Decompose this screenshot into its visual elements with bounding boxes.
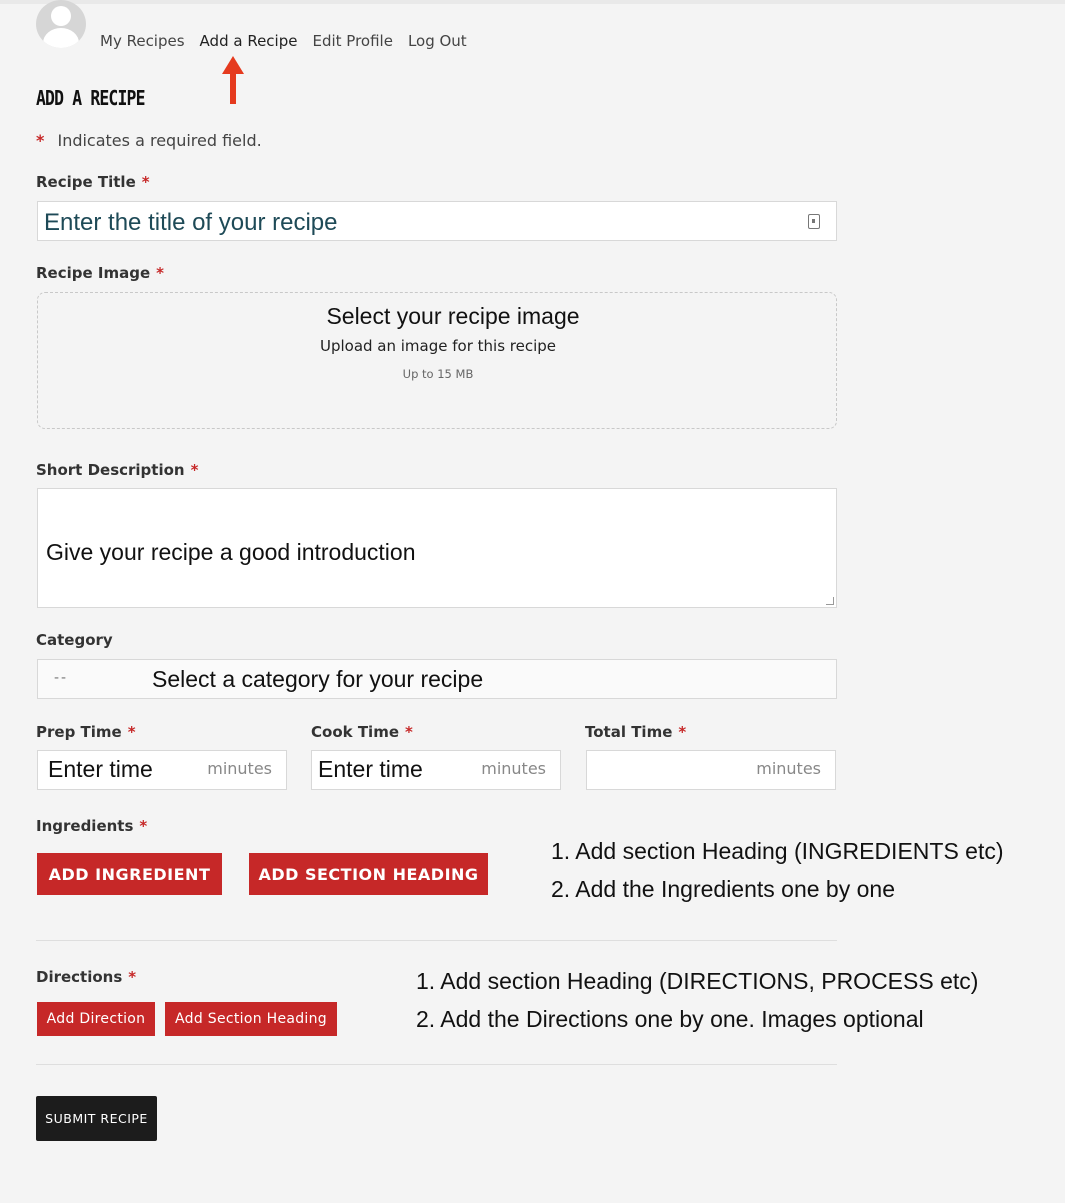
category-hint: Select a category for your recipe	[152, 666, 484, 692]
add-direction-button[interactable]: Add Direction	[37, 1002, 155, 1036]
nav-my-recipes[interactable]: My Recipes	[100, 32, 185, 50]
required-note-text: Indicates a required field.	[57, 131, 262, 150]
avatar-body-shape	[43, 28, 79, 48]
avatar-head-shape	[51, 6, 71, 26]
prep-time-unit: minutes	[207, 759, 272, 778]
required-note	[36, 131, 262, 150]
total-time-unit: minutes	[756, 759, 821, 778]
dropzone-size-limit: Up to 15 MB	[402, 367, 474, 381]
category-select[interactable]	[37, 659, 837, 699]
prep-time-placeholder: Enter time	[48, 756, 153, 782]
cook-time-placeholder: Enter time	[318, 756, 423, 782]
category-label: Category	[36, 631, 113, 649]
short-description-textarea[interactable]	[37, 488, 837, 608]
directions-label-text: Directions	[36, 968, 123, 986]
profile-nav	[100, 32, 467, 50]
ingredients-label-text: Ingredients	[36, 817, 134, 835]
recipe-title-placeholder: Enter the title of your recipe	[44, 209, 338, 236]
required-marker: *	[678, 723, 687, 741]
image-dropzone[interactable]	[37, 292, 837, 429]
required-marker: *	[405, 723, 413, 741]
recipe-image-label-text: Recipe Image	[36, 264, 151, 282]
cook-time-label	[311, 723, 413, 741]
required-marker: *	[127, 723, 136, 741]
short-description-label-text: Short Description	[36, 461, 185, 479]
recipe-title-label	[36, 173, 150, 191]
category-selected-value: --	[54, 670, 69, 686]
required-marker: *	[156, 264, 164, 282]
cook-time-input[interactable]	[311, 750, 561, 790]
recipe-title-label-text: Recipe Title	[36, 173, 136, 191]
nav-log-out[interactable]: Log Out	[407, 32, 467, 50]
required-marker: *	[190, 461, 199, 479]
add-ingredient-button[interactable]: ADD INGREDIENT	[37, 853, 222, 895]
divider	[36, 1064, 837, 1065]
page-title: ADD A RECIPE	[36, 86, 145, 110]
directions-label	[36, 968, 136, 986]
dropzone-heading: Select your recipe image	[326, 303, 580, 329]
ingredients-note-2: 2. Add the Ingredients one by one	[551, 876, 895, 902]
prep-time-label-text: Prep Time	[36, 723, 122, 741]
prep-time-label	[36, 723, 136, 741]
required-marker: *	[36, 131, 45, 150]
total-time-input[interactable]	[586, 750, 836, 790]
divider	[36, 940, 837, 941]
short-description-label	[36, 461, 198, 479]
cook-time-label-text: Cook Time	[311, 723, 399, 741]
prep-time-input[interactable]	[37, 750, 287, 790]
short-description-placeholder: Give your recipe a good introduction	[46, 539, 416, 565]
directions-note-2: 2. Add the Directions one by one. Images optional	[416, 1006, 924, 1032]
cook-time-unit: minutes	[481, 759, 546, 778]
ingredients-label	[36, 817, 147, 835]
total-time-label	[585, 723, 686, 741]
recipe-title-input[interactable]	[37, 201, 837, 241]
total-time-label-text: Total Time	[585, 723, 673, 741]
recipe-image-label	[36, 264, 164, 282]
required-marker: *	[128, 968, 137, 986]
resize-grip-icon[interactable]	[826, 597, 834, 605]
ingredients-note-1: 1. Add section Heading (INGREDIENTS etc)	[551, 838, 1004, 864]
add-direction-section-heading-button[interactable]: Add Section Heading	[165, 1002, 337, 1036]
nav-add-recipe[interactable]: Add a Recipe	[199, 32, 298, 50]
required-marker: *	[141, 173, 150, 191]
contact-card-icon[interactable]	[808, 214, 820, 229]
arrow-up-icon	[222, 56, 244, 104]
nav-edit-profile[interactable]: Edit Profile	[312, 32, 393, 50]
avatar[interactable]	[36, 0, 86, 48]
directions-note-1: 1. Add section Heading (DIRECTIONS, PROCESS etc)	[416, 968, 979, 994]
submit-recipe-button[interactable]: SUBMIT RECIPE	[36, 1096, 157, 1141]
required-marker: *	[139, 817, 148, 835]
top-border	[0, 0, 1065, 4]
dropzone-subtext: Upload an image for this recipe	[319, 337, 557, 355]
add-ingredient-section-heading-button[interactable]: ADD SECTION HEADING	[249, 853, 488, 895]
